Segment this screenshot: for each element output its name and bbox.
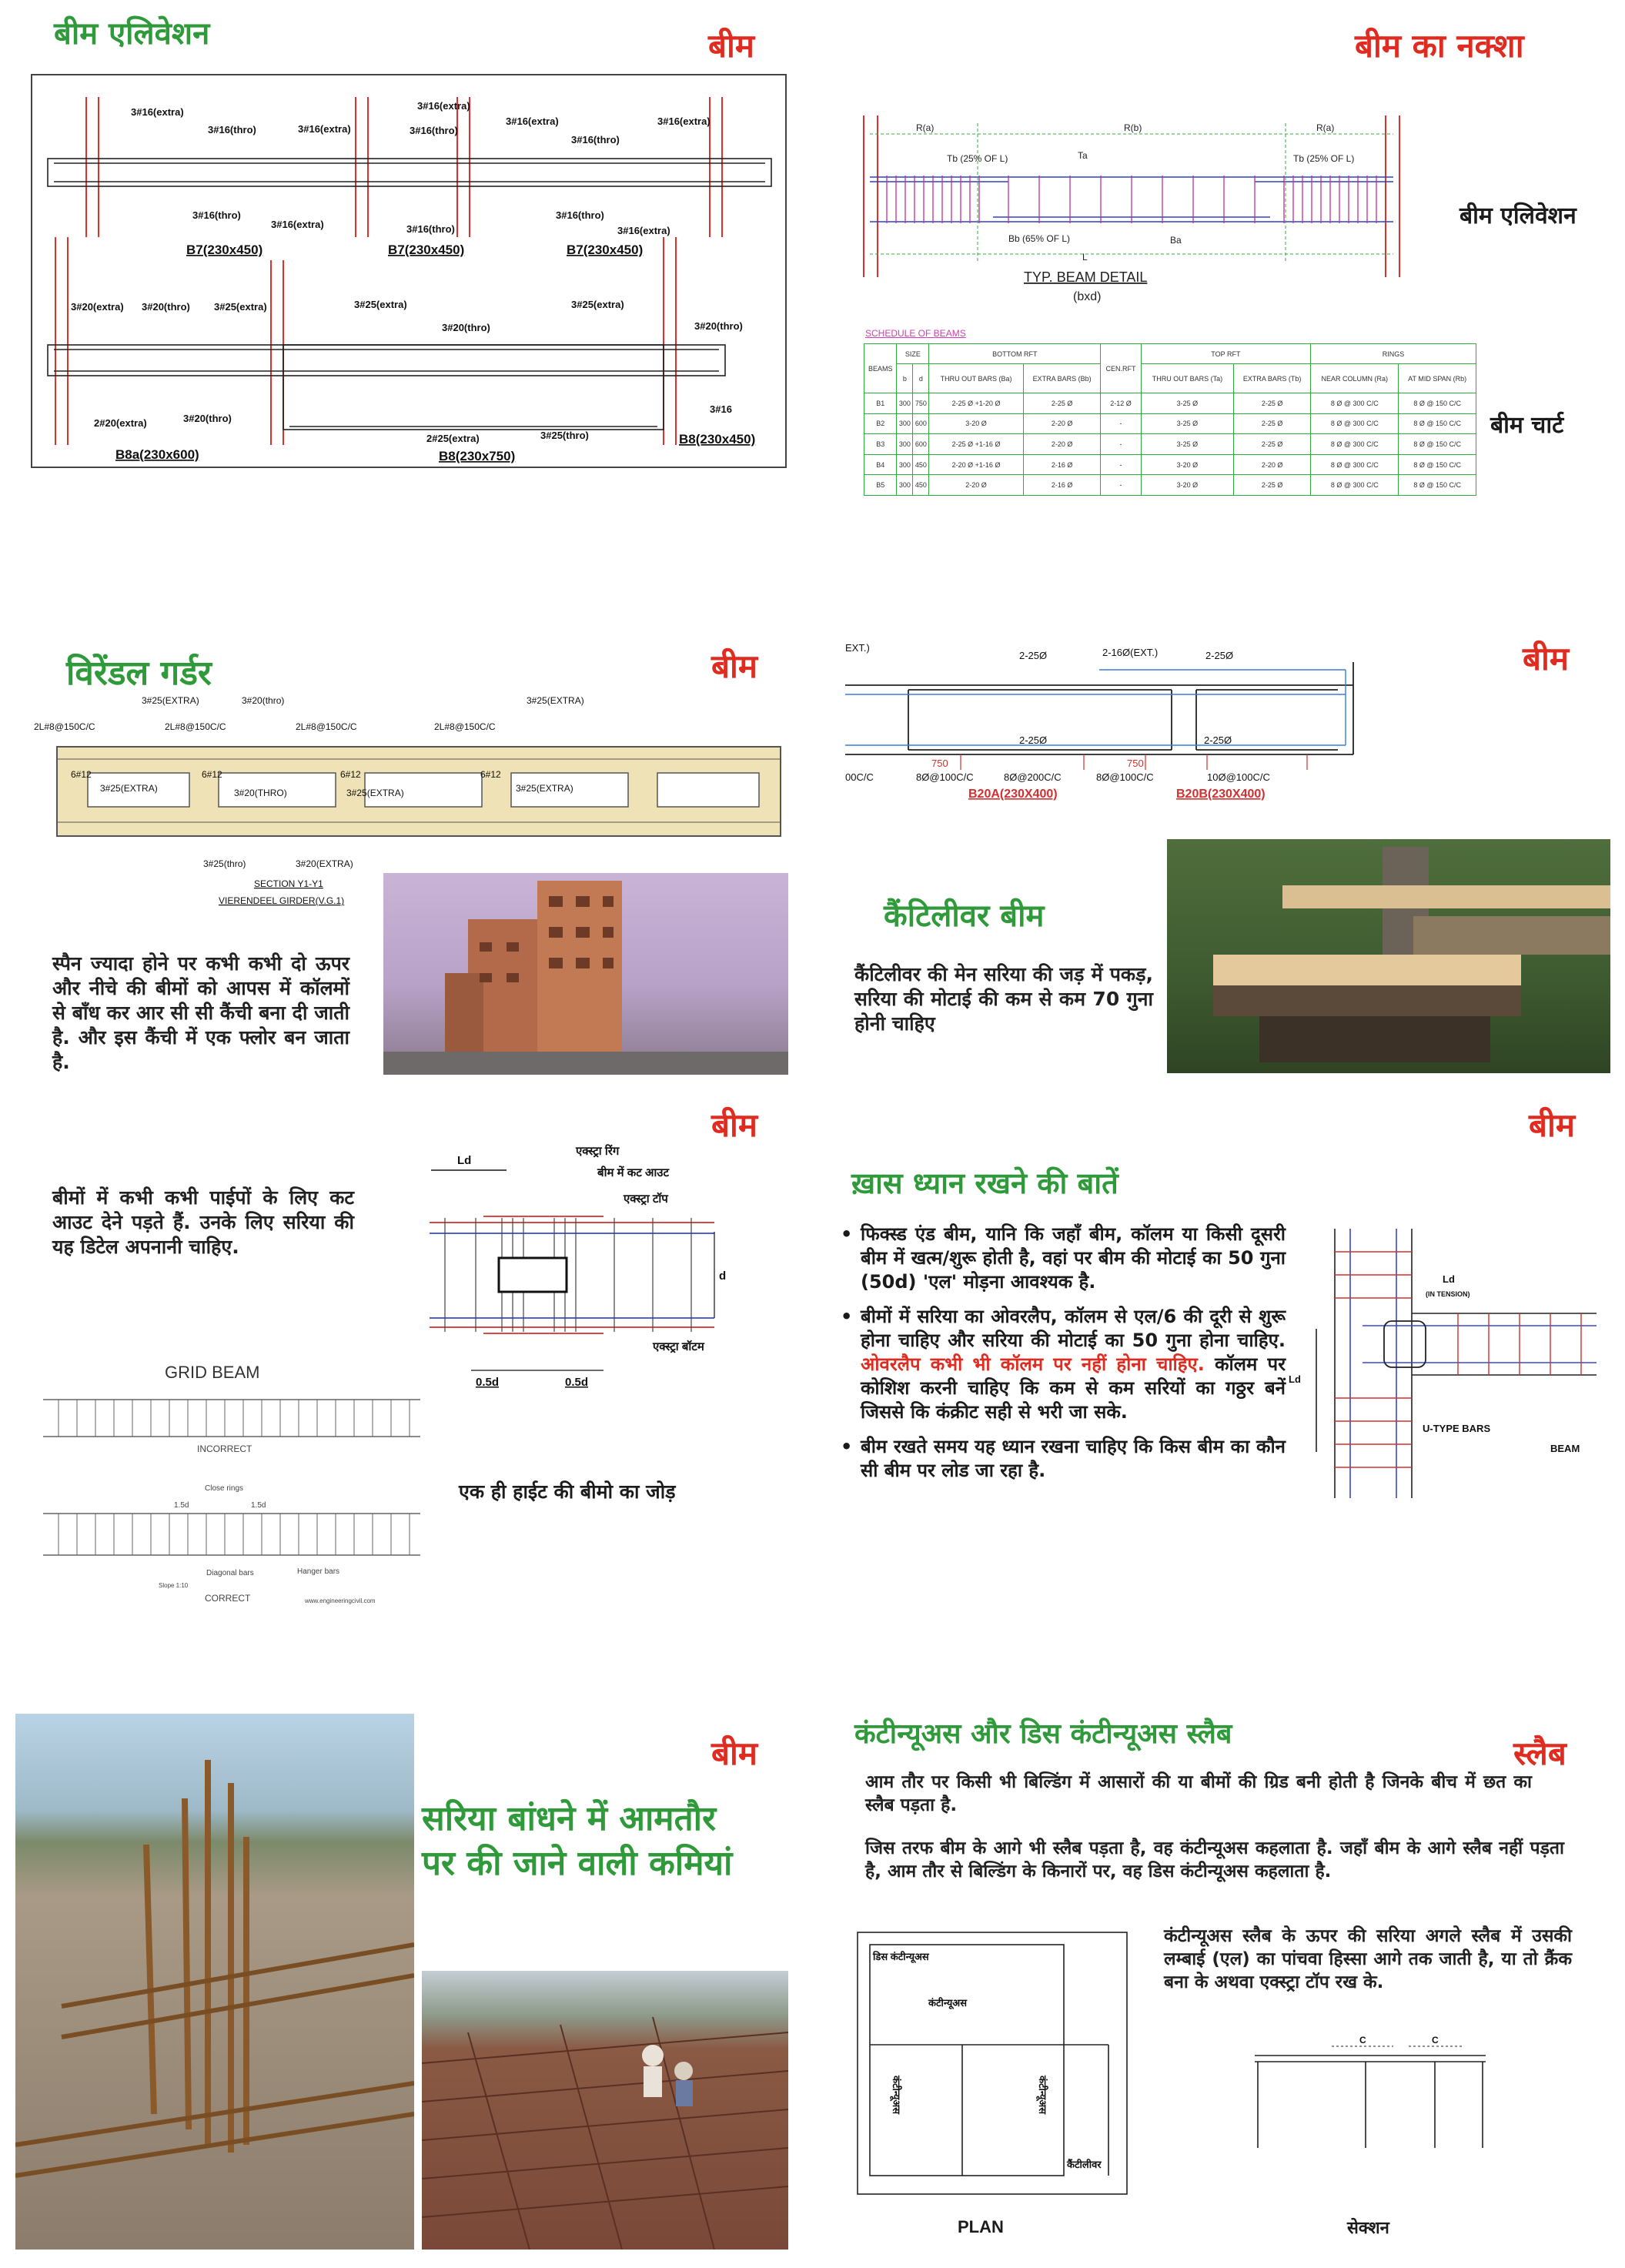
p8-plan-caption: PLAN — [958, 2217, 1004, 2236]
p1-label: 3#20(thro) — [442, 322, 490, 333]
p1-cad-drawing — [31, 74, 787, 468]
p8-tag: स्लैब — [1513, 1734, 1566, 1772]
p6-label: BEAM — [1550, 1443, 1580, 1454]
table-cell: 2-20 Ø — [929, 475, 1024, 496]
table-cell: 3-20 Ø — [929, 413, 1024, 434]
p4-label: 8Ø@100C/C — [1096, 771, 1154, 783]
table-cell: 300 — [897, 413, 913, 434]
schedule-header: b — [897, 364, 913, 393]
table-cell: B1 — [864, 393, 897, 414]
schedule-header: d — [913, 364, 929, 393]
p1-tag: बीम — [708, 27, 754, 65]
table-cell: 2-20 Ø — [1023, 434, 1101, 455]
p3-label: 3#25(EXTRA) — [346, 788, 404, 798]
p7-rebar-photo — [15, 1714, 414, 2250]
table-cell: 300 — [897, 475, 913, 496]
p4-label: 10Ø@100C/C — [1207, 771, 1270, 783]
table-cell: 8 Ø @ 300 C/C — [1311, 393, 1399, 414]
schedule-header: RINGS — [1311, 344, 1476, 364]
p1-label: 3#16(thro) — [571, 134, 620, 146]
table-cell: 8 Ø @ 150 C/C — [1399, 475, 1476, 496]
p3-label: 3#25(EXTRA) — [100, 783, 158, 794]
p2-detail-sub: (bxd) — [1073, 290, 1102, 303]
p5-stirrups — [445, 1218, 691, 1332]
p6-bullet-text: कॉलम पर कोशिश करनी चाहिए कि कम से कम सरियों का गठ्ठर बनें जिससे कि कंक्रीट सही से भरी जा सके. — [861, 1353, 1286, 1423]
p1-label: 3#25(extra) — [214, 301, 267, 313]
p8-section-label: C — [1432, 2035, 1439, 2046]
p4-label: 8Ø@100C/C — [916, 771, 974, 783]
p5-grid-beam-drawing — [43, 1390, 428, 1611]
p3-section-sub: VIERENDEEL GIRDER(V.G.1) — [219, 895, 345, 906]
p3-title: विरेंडल गर्डर — [66, 654, 212, 693]
p2-label: Bb (65% OF L) — [1008, 233, 1071, 244]
p6-joint-drawing — [1289, 1221, 1620, 1506]
p5-dim-label: 1.5d — [174, 1501, 189, 1510]
p1-label: 3#16 — [710, 403, 732, 415]
p5-close-rings-label: Close rings — [205, 1484, 244, 1493]
p3-label: 6#12 — [202, 769, 222, 780]
p7-title-line1: सरिया बांधने में आमतौर — [422, 1799, 717, 1838]
p2-label: Tb (25% OF L) — [1293, 153, 1355, 164]
table-cell: 3-20 Ø — [1141, 475, 1234, 496]
p5-label: Ld — [457, 1154, 472, 1167]
p5-label: 0.5d — [476, 1376, 500, 1389]
table-cell: 2-25 Ø — [1023, 393, 1101, 414]
p4-title: कैंटिलीवर बीम — [884, 898, 1045, 934]
p1-label: 3#16(thro) — [410, 125, 458, 136]
p4-label: 00C/C — [845, 771, 874, 783]
p1-label: 3#20(thro) — [694, 320, 743, 332]
p5-incorrect-label: INCORRECT — [197, 1443, 252, 1454]
p1-title: बीम एलिवेशन — [54, 16, 210, 52]
schedule-header: EXTRA BARS (Tb) — [1234, 364, 1311, 393]
p5-site-label: www.engineeringcivil.com — [305, 1597, 376, 1604]
p1-label: 3#16(extra) — [131, 106, 184, 118]
table-cell: B5 — [864, 475, 897, 496]
p3-label: 3#25(thro) — [203, 858, 246, 869]
table-row — [864, 413, 1476, 434]
p5-label: d — [719, 1269, 727, 1283]
schedule-header: AT MID SPAN (Rb) — [1399, 364, 1476, 393]
p1-label: 3#25(extra) — [354, 299, 407, 310]
p2-label: R(a) — [916, 122, 935, 133]
p1-label: 3#16(extra) — [617, 225, 670, 236]
p6-title: ख़ास ध्यान रखने की बातें — [851, 1166, 1118, 1200]
table-cell: 8 Ø @ 300 C/C — [1311, 413, 1399, 434]
schedule-header: CEN.RFT — [1101, 344, 1141, 393]
p6-bullet — [839, 1223, 1286, 1294]
p8-plan-label: कंटीन्यूअस — [928, 1997, 967, 2009]
p4-label: 2-25Ø — [1019, 734, 1048, 746]
p1-label: 3#16(extra) — [298, 123, 351, 135]
p5-tag: बीम — [711, 1106, 757, 1144]
p5-hanger-label: Hanger bars — [297, 1567, 340, 1576]
p3-label: 2L#8@150C/C — [434, 721, 496, 732]
p1-label: 3#16(extra) — [417, 100, 470, 112]
p2-beam-detail-drawing — [854, 108, 1409, 316]
p5-description: बीमों में कभी कभी पाईपों के लिए कट आउट देने पड़ते हैं. उनके लिए सरिया की यह डिटेल अपनानी चाहिए. — [52, 1186, 354, 1258]
p2-elev-label: बीम एलिवेशन — [1459, 202, 1577, 229]
table-cell: 2-25 Ø — [1234, 434, 1311, 455]
table-cell: 3-25 Ø — [1141, 413, 1234, 434]
table-cell: 8 Ø @ 150 C/C — [1399, 413, 1476, 434]
p6-bullet — [839, 1305, 1286, 1424]
p6-bullet-list — [839, 1223, 1286, 1494]
p5-diagonal-label: Diagonal bars — [206, 1569, 254, 1577]
table-cell: 450 — [913, 454, 929, 475]
p8-section-caption: सेक्शन — [1347, 2219, 1389, 2238]
p1-label: 3#16(extra) — [657, 115, 711, 127]
p2-title: बीम का नक्शा — [1355, 27, 1524, 65]
table-cell: 2-16 Ø — [1023, 454, 1101, 475]
p1-label: 3#16(thro) — [556, 209, 604, 221]
p1-beam-tag: B8(230x450) — [679, 432, 756, 447]
p6-bullet-text: बीम रखते समय यह ध्यान रखना चाहिए कि किस बीम का कौन सी बीम पर लोड जा रहा है. — [861, 1436, 1286, 1481]
p1-label: 2#25(extra) — [426, 433, 480, 444]
p1-label: 3#16(thro) — [208, 124, 256, 135]
p1-label: 3#16(extra) — [271, 219, 324, 230]
table-cell: 2-25 Ø — [1234, 393, 1311, 414]
p5-label: एक्स्ट्रा टॉप — [624, 1193, 668, 1206]
p5-grid-stirrups — [59, 1400, 410, 1555]
p5-correct-label: CORRECT — [205, 1593, 251, 1604]
p4-beam-tag: B20B(230X400) — [1176, 788, 1266, 801]
p1-label: 3#16(thro) — [192, 209, 241, 221]
p3-label: 3#25(EXTRA) — [527, 695, 584, 706]
schedule-header: THRU OUT BARS (Ta) — [1141, 364, 1234, 393]
schedule-header: NEAR COLUMN (Ra) — [1311, 364, 1399, 393]
p6-bullet-highlight: ओवरलैप कभी भी कॉलम पर नहीं होना चाहिए. — [861, 1353, 1205, 1375]
p5-label: एक्स्ट्रा बॉटम — [653, 1340, 704, 1353]
p8-plan-label: कंटीन्यूअस — [1037, 2076, 1048, 2114]
p5-label: बीम में कट आउट — [597, 1166, 670, 1179]
table-row — [864, 434, 1476, 455]
table-cell: 2-20 Ø — [1023, 413, 1101, 434]
p8-plan-label: कंटीन्यूअस — [891, 2076, 902, 2114]
table-cell: B2 — [864, 413, 897, 434]
p6-tag: बीम — [1529, 1106, 1575, 1144]
p3-section-title: SECTION Y1-Y1 — [254, 878, 323, 889]
p6-label: Ld — [1289, 1373, 1301, 1385]
p5-grid-beam-title: GRID BEAM — [165, 1363, 260, 1382]
table-cell: - — [1101, 434, 1141, 455]
p1-label: 3#25(extra) — [571, 299, 624, 310]
table-cell: B3 — [864, 434, 897, 455]
schedule-header: SIZE — [897, 344, 929, 364]
p8-text2: जिस तरफ बीम के आगे भी स्लैब पड़ता है, वह कंटीन्यूअस कहलाता है. जहाँ बीम के आगे स्लैब नहीं पड़ता है, आम तौर से बिल्डिंग के किनारों पर, वह डिस कंटीन्यूअस कहलाता है. — [865, 1838, 1564, 1882]
p7-tag: बीम — [711, 1734, 757, 1772]
table-cell: 600 — [913, 434, 929, 455]
table-cell: 300 — [897, 454, 913, 475]
p3-label: 3#25(EXTRA) — [142, 695, 199, 706]
table-cell: 2-20 Ø +1-16 Ø — [929, 454, 1024, 475]
p8-plan-label: कैंटीलीवर — [1067, 2159, 1102, 2170]
schedule-header: EXTRA BARS (Bb) — [1023, 364, 1101, 393]
table-cell: 8 Ø @ 150 C/C — [1399, 434, 1476, 455]
p5-joint-caption: एक ही हाईट की बीमो का जोड़ — [459, 1480, 676, 1503]
p6-label: (IN TENSION) — [1426, 1290, 1470, 1298]
p3-description: स्पैन ज्यादा होने पर कभी कभी दो ऊपर और नीचे की बीमों को आपस में कॉलमों से बाँध कर आर सी सी कैंची बना दी जाती है. और इस कैंची में एक फ्लोर बन जाता है. — [52, 952, 349, 1073]
table-cell: 450 — [913, 475, 929, 496]
table-row — [864, 393, 1476, 414]
p5-dim-label: 1.5d — [251, 1501, 266, 1510]
p3-label: 2L#8@150C/C — [34, 721, 95, 732]
table-cell: 2-25 Ø +1-16 Ø — [929, 434, 1024, 455]
p4-description: कैंटिलीवर की मेन सरिया की जड़ में पकड़, सरिया की मोटाई की कम से कम 70 गुना होनी चाहिए — [854, 963, 1153, 1035]
p4-label: 8Ø@200C/C — [1004, 771, 1062, 783]
p1-beam-tag: B7(230x450) — [186, 243, 263, 257]
p1-beam-tag: B7(230x450) — [388, 243, 465, 257]
p3-label: 3#20(thro) — [242, 695, 285, 706]
p8-section-label: C — [1359, 2035, 1366, 2046]
schedule-header: THRU OUT BARS (Ba) — [929, 364, 1024, 393]
p6-bullet — [839, 1435, 1286, 1483]
p1-beam-tag: B8a(230x600) — [115, 447, 199, 462]
p3-label: 6#12 — [480, 769, 501, 780]
p1-label: 3#20(thro) — [142, 301, 190, 313]
table-cell: - — [1101, 413, 1141, 434]
p6-label: Ld — [1443, 1273, 1455, 1285]
p5-label: 0.5d — [565, 1376, 589, 1389]
table-cell: 3-20 Ø — [1141, 454, 1234, 475]
p4-label: 750 — [1127, 758, 1144, 769]
p7-site-photo — [422, 1971, 788, 2250]
p8-plan-drawing — [854, 1929, 1132, 2214]
p3-label: 3#25(EXTRA) — [516, 783, 573, 794]
p8-plan-label: डिस कंटीन्यूअस — [873, 1951, 929, 1962]
p2-schedule-title: SCHEDULE OF BEAMS — [865, 328, 966, 339]
p8-text1: आम तौर पर किसी भी बिल्डिंग में आसारों की या बीमों की ग्रिड बनी होती है जिनके बीच में छत का स्लैब पड़ता है. — [865, 1772, 1532, 1815]
p4-label: 750 — [931, 758, 948, 769]
p2-label: Ta — [1078, 150, 1088, 161]
p2-chart-label: बीम चार्ट — [1490, 412, 1564, 439]
p4-label: 2-25Ø — [1019, 650, 1048, 661]
table-cell: 2-25 Ø +1-20 Ø — [929, 393, 1024, 414]
p4-beam-tag: B20A(230X400) — [968, 788, 1058, 801]
p2-label: R(b) — [1124, 122, 1142, 133]
p2-schedule-table — [864, 343, 1476, 496]
p2-label: R(a) — [1316, 122, 1335, 133]
p4-tag: बीम — [1523, 640, 1569, 677]
p3-label: 6#12 — [340, 769, 361, 780]
p2-label: Ba — [1170, 235, 1182, 246]
p4-label: EXT.) — [845, 642, 870, 654]
p2-stirrups — [887, 176, 1376, 223]
table-cell: 3-25 Ø — [1141, 434, 1234, 455]
table-cell: 8 Ø @ 300 C/C — [1311, 475, 1399, 496]
table-cell: 2-16 Ø — [1023, 475, 1101, 496]
p8-section-drawing — [1247, 2032, 1493, 2156]
p5-label: एक्स्ट्रा रिंग — [576, 1145, 620, 1158]
p3-label: 3#20(EXTRA) — [296, 858, 353, 869]
table-cell: 750 — [913, 393, 929, 414]
p4-label: 2-25Ø — [1205, 650, 1234, 661]
p1-beam-tag: B8(230x750) — [439, 449, 516, 463]
p7-title-line2: पर की जाने वाली कमियां — [422, 1844, 733, 1883]
p8-text3: कंटीन्यूअस स्लैब के ऊपर की सरिया अगले स्लैब में उसकी लम्बाई (एल) का पांचवा हिस्सा आगे तक जाती है, या तो क्रैंक बना के अथवा एक्स्ट्रा टॉप रख के. — [1164, 1926, 1572, 1992]
p3-building-photo — [383, 873, 788, 1075]
p6-bullet-text: बीमों में सरिया का ओवरलैप, कॉलम से एल/6 की दूरी से शुरू होना चाहिए और सरिया की मोटाई का 50 गुना होना चाहिए. — [861, 1306, 1286, 1351]
p6-label: U-TYPE BARS — [1423, 1423, 1491, 1434]
p1-label: 3#25(thro) — [540, 430, 589, 441]
schedule-header: TOP RFT — [1141, 344, 1310, 364]
p1-label: 3#16(extra) — [506, 115, 559, 127]
table-cell: 8 Ø @ 150 C/C — [1399, 454, 1476, 475]
p4-label: 2-25Ø — [1204, 734, 1232, 746]
table-cell: 8 Ø @ 300 C/C — [1311, 454, 1399, 475]
table-cell: 300 — [897, 393, 913, 414]
table-cell: - — [1101, 454, 1141, 475]
table-cell: 2-12 Ø — [1101, 393, 1141, 414]
table-cell: 2-25 Ø — [1234, 475, 1311, 496]
p3-label: 2L#8@150C/C — [296, 721, 357, 732]
p4-label: 2-16Ø(EXT.) — [1102, 647, 1159, 658]
p3-label: 6#12 — [71, 769, 92, 780]
schedule-header: BOTTOM RFT — [929, 344, 1101, 364]
table-cell: 2-20 Ø — [1234, 454, 1311, 475]
p2-label: L — [1082, 252, 1088, 263]
table-cell: 8 Ø @ 150 C/C — [1399, 393, 1476, 414]
table-cell: B4 — [864, 454, 897, 475]
table-cell: 300 — [897, 434, 913, 455]
p3-tag: बीम — [711, 647, 757, 685]
p2-detail-caption: TYP. BEAM DETAIL — [1024, 269, 1148, 285]
p2-label: Tb (25% OF L) — [947, 153, 1008, 164]
table-cell: - — [1101, 475, 1141, 496]
table-row — [864, 475, 1476, 496]
p1-label: 2#20(extra) — [94, 417, 147, 429]
p1-label: 3#16(thro) — [406, 223, 455, 235]
p4-cantilever-photo — [1167, 839, 1610, 1073]
table-cell: 2-25 Ø — [1234, 413, 1311, 434]
p4-cantilever-drawing — [845, 639, 1369, 802]
p5-slope-label: Slope 1:10 — [159, 1582, 189, 1589]
p3-label: 3#20(THRO) — [234, 788, 287, 798]
p6-bullet-text: फिक्स्ड एंड बीम, यानि कि जहाँ बीम, कॉलम या किसी दूसरी बीम में खत्म/शुरू होती है, वहां पर बीम की मोटाई का 50 गुना (50d) 'एल' मोड़ना आवश्यक है. — [861, 1223, 1286, 1293]
table-cell: 600 — [913, 413, 929, 434]
schedule-header: BEAMS — [864, 344, 897, 393]
p1-beam-tag: B7(230x450) — [567, 243, 644, 257]
table-cell: 3-25 Ø — [1141, 393, 1234, 414]
p8-title: कंटीन्यूअस और डिस कंटीन्यूअस स्लैब — [854, 1718, 1232, 1750]
table-cell: 8 Ø @ 300 C/C — [1311, 434, 1399, 455]
p1-label: 3#20(thro) — [183, 413, 232, 424]
p1-label: 3#20(extra) — [71, 301, 124, 313]
p5-cutout-drawing — [422, 1139, 776, 1393]
table-row — [864, 454, 1476, 475]
p3-label: 2L#8@150C/C — [165, 721, 226, 732]
